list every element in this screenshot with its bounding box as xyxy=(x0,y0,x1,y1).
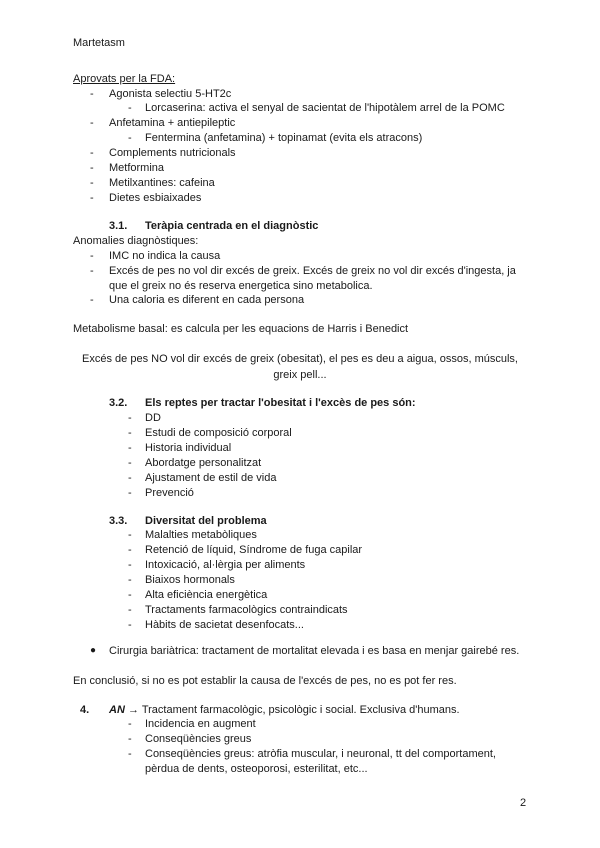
section-number: 3.1. xyxy=(109,220,128,232)
list-item: Estudi de composició corporal xyxy=(145,427,292,439)
an-label: AN xyxy=(109,704,125,716)
section-title-text: Tractament farmacològic, psicològic i social. Exclusiva d'humans. xyxy=(141,704,460,716)
list-item: Ajustament de estil de vida xyxy=(145,472,277,484)
list-item: Historia individual xyxy=(145,442,232,454)
list-item: Hàbits de sacietat desenfocats... xyxy=(145,619,304,631)
dash-marker: - xyxy=(90,265,94,277)
list-item: Conseqüències greus: atròfia muscular, i neuronal, tt del comportament, xyxy=(145,748,496,760)
dash-marker: - xyxy=(90,117,94,129)
dash-marker: - xyxy=(128,427,132,439)
list-item: Anfetamina + antiepileptic xyxy=(109,117,236,129)
list-item: Malalties metabòliques xyxy=(145,529,257,541)
dash-marker: - xyxy=(128,748,132,760)
list-item: Retenció de líquid, Síndrome de fuga capilar xyxy=(145,544,363,556)
list-item-continuation: pèrdua de dents, osteoporosi, esterilitat, etc... xyxy=(145,763,368,775)
list-item: Incidencia en augment xyxy=(145,718,256,730)
dash-marker: - xyxy=(128,529,132,541)
dash-marker: - xyxy=(128,457,132,469)
bullet-item: Cirurgia bariàtrica: tractament de mortalitat elevada i es basa en menjar gairebé res. xyxy=(109,645,520,657)
dash-marker: - xyxy=(128,442,132,454)
dash-marker: - xyxy=(128,102,132,114)
dash-marker: - xyxy=(128,574,132,586)
fda-heading: Aprovats per la FDA: xyxy=(73,73,176,85)
list-item: Tractaments farmacològics contraindicats xyxy=(145,604,348,616)
list-item: DD xyxy=(145,412,161,424)
list-item: Excés de pes no vol dir excés de greix. Excés de greix no vol dir excés d'ingesta, ja xyxy=(109,265,516,277)
list-item: Intoxicació, al·lèrgia per aliments xyxy=(145,559,306,571)
dash-marker: - xyxy=(90,250,94,262)
dash-marker: - xyxy=(90,192,94,204)
list-item: Complements nutricionals xyxy=(109,147,236,159)
centered-note: Excés de pes NO vol dir excés de greix (obesitat), el pes es deu a aigua, ossos, músculs, greix pell... xyxy=(82,353,518,381)
dash-marker: - xyxy=(90,88,94,100)
page-number: 2 xyxy=(520,797,527,809)
dash-marker: - xyxy=(128,544,132,556)
dash-marker: - xyxy=(128,472,132,484)
list-item: Metilxantines: cafeina xyxy=(109,177,215,189)
list-item: Metformina xyxy=(109,162,165,174)
conclusion: En conclusió, si no es pot establir la causa de l'excés de pes, no es pot fer res. xyxy=(73,675,457,687)
arrow-icon: → xyxy=(127,704,139,716)
dash-marker: - xyxy=(128,559,132,571)
list-item: Agonista selectiu 5-HT2c xyxy=(109,88,232,100)
section-number: 4. xyxy=(80,704,90,716)
document-header: Martetasm xyxy=(73,37,125,49)
list-item: Biaixos hormonals xyxy=(145,574,235,586)
bullet-marker: ● xyxy=(90,645,97,656)
list-item-continuation: que el greix no és reserva energetica sino metabolica. xyxy=(109,280,373,292)
list-item: Alta eficiència energètica xyxy=(145,589,268,601)
list-subitem: Lorcaserina: activa el senyal de sacientat de l'hipotàlem arrel de la POMC xyxy=(145,102,505,114)
dash-marker: - xyxy=(90,177,94,189)
list-item: Abordatge personalitzat xyxy=(145,457,262,469)
dash-marker: - xyxy=(128,718,132,730)
section-number: 3.3. xyxy=(109,515,128,527)
dash-marker: - xyxy=(128,132,132,144)
list-item: Conseqüències greus xyxy=(145,733,252,745)
subheading: Anomalies diagnòstiques: xyxy=(73,235,199,247)
section-number: 3.2. xyxy=(109,397,128,409)
section-title xyxy=(109,703,460,717)
section-title: Els reptes per tractar l'obesitat i l'excès de pes són: xyxy=(145,397,416,409)
list-subitem: Fentermina (anfetamina) + topinamat (evita els atracons) xyxy=(145,132,423,144)
list-item: IMC no indica la causa xyxy=(109,250,221,262)
dash-marker: - xyxy=(128,604,132,616)
dash-marker: - xyxy=(128,619,132,631)
section-title: Teràpia centrada en el diagnòstic xyxy=(145,220,319,232)
list-item: Prevenció xyxy=(145,487,194,499)
dash-marker: - xyxy=(128,589,132,601)
dash-marker: - xyxy=(90,294,94,306)
list-item: Una caloria es diferent en cada persona xyxy=(109,294,305,306)
dash-marker: - xyxy=(128,412,132,424)
section-title: Diversitat del problema xyxy=(145,515,267,527)
metabolism-note: Metabolisme basal: es calcula per les equacions de Harris i Benedict xyxy=(73,323,409,335)
list-item: Dietes esbiaixades xyxy=(109,192,202,204)
dash-marker: - xyxy=(90,147,94,159)
dash-marker: - xyxy=(128,487,132,499)
dash-marker: - xyxy=(128,733,132,745)
dash-marker: - xyxy=(90,162,94,174)
